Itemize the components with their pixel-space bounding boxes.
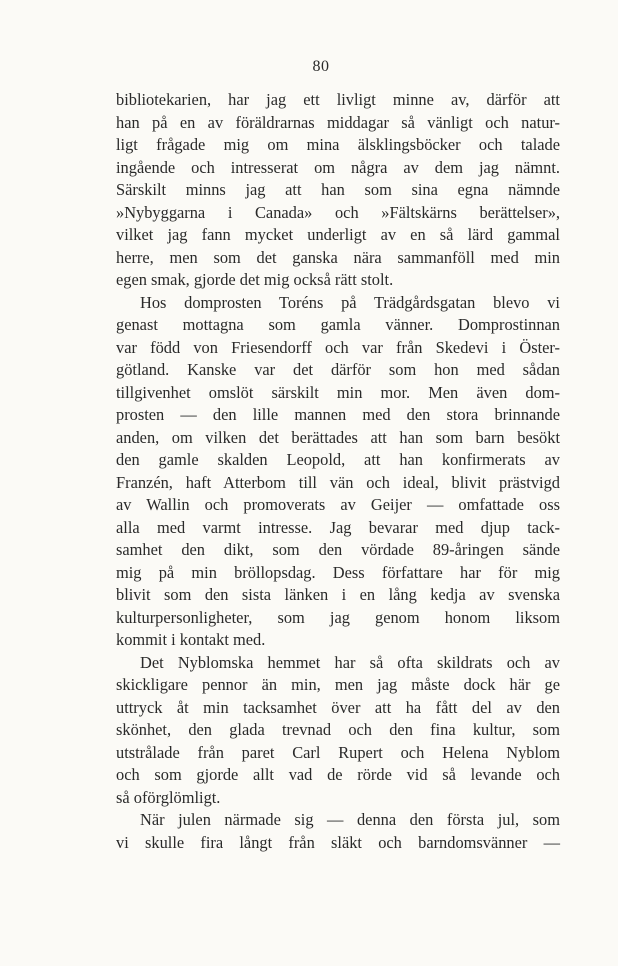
text-line: så oförglömligt.	[116, 787, 221, 807]
text-line: av Wallin och promoverats av Geijer — omfattade oss	[116, 495, 560, 514]
text-line: han på en av föräldrarnas middagar så vänligt och natur-	[116, 112, 560, 132]
text-line: uttryck åt min tacksamhet över att ha fått del av den	[116, 697, 560, 717]
text-line: genast mottagna som gamla vänner. Domprostinnan	[116, 315, 560, 334]
paragraph	[116, 809, 560, 854]
text-line: ingående och intresserat om några av dem jag nämnt.	[116, 157, 560, 177]
text-line: götland. Kanske var det därför som hon med sådan	[116, 360, 560, 379]
text-line: Hos domprosten Toréns på Trädgårdsgatan blevo vi	[140, 292, 560, 312]
text-line: utstrålade från paret Carl Rupert och Helena Nyblom	[116, 742, 560, 762]
text-line: skickligare pennor än min, men jag måste dock här ge	[116, 675, 560, 694]
text-line: anden, om vilken det berättades att han som barn besökt	[116, 427, 560, 447]
text-line: blivit som den sista länken i en lång kedja av svenska	[116, 585, 560, 604]
text-line: vilket jag fann mycket underligt av en så lärd gammal	[116, 225, 560, 244]
text-line: var född von Friesendorff och var från Skedevi i Öster-	[116, 337, 560, 357]
paragraph	[116, 89, 560, 292]
text-line: »Nybyggarna i Canada» och »Fältskärns berättelser»,	[116, 202, 560, 222]
text-line: herre, men som det ganska nära sammanföll med min	[116, 247, 560, 267]
paragraph	[116, 652, 560, 810]
text-line: ligt frågade mig om mina älsklingsböcker och talade	[116, 135, 560, 154]
text-line: vi skulle fira långt från släkt och barndomsvänner —	[116, 832, 560, 852]
text-line: tillgivenhet omslöt särskilt min mor. Men även dom-	[116, 382, 560, 402]
text-line: bibliotekarien, har jag ett livligt minne av, därför att	[116, 90, 560, 109]
text-line: och som gjorde allt vad de rörde vid så levande och	[116, 765, 560, 784]
text-line: prosten — den lille mannen med den stora brinnande	[116, 405, 560, 424]
text-line: den gamle skalden Leopold, att han konfirmerats av	[116, 450, 560, 469]
text-line: kulturpersonligheter, som jag genom honom liksom	[116, 607, 560, 627]
text-line: egen smak, gjorde det mig också rätt stolt.	[116, 270, 394, 289]
text-line: samhet den dikt, som den vördade 89-åringen sände	[116, 540, 560, 559]
text-line: kommit i kontakt med.	[116, 630, 266, 649]
text-line: Franzén, haft Atterbom till vän och ideal, blivit prästvigd	[116, 472, 560, 492]
text-line: Särskilt minns jag att han som sina egna nämnde	[116, 180, 560, 199]
text-line: Det Nyblomska hemmet har så ofta skildrats och av	[140, 652, 560, 672]
text-line: När julen närmade sig — denna den första jul, som	[140, 810, 560, 829]
page-number: 80	[312, 58, 330, 75]
text-line: skönhet, den glada trevnad och den fina kultur, som	[116, 720, 560, 739]
text-line: mig på min bröllopsdag. Dess författare har för mig	[116, 562, 560, 582]
body-text	[116, 89, 560, 854]
text-line: alla med varmt intresse. Jag bevarar med djup tack-	[116, 517, 560, 537]
paragraph	[116, 292, 560, 652]
